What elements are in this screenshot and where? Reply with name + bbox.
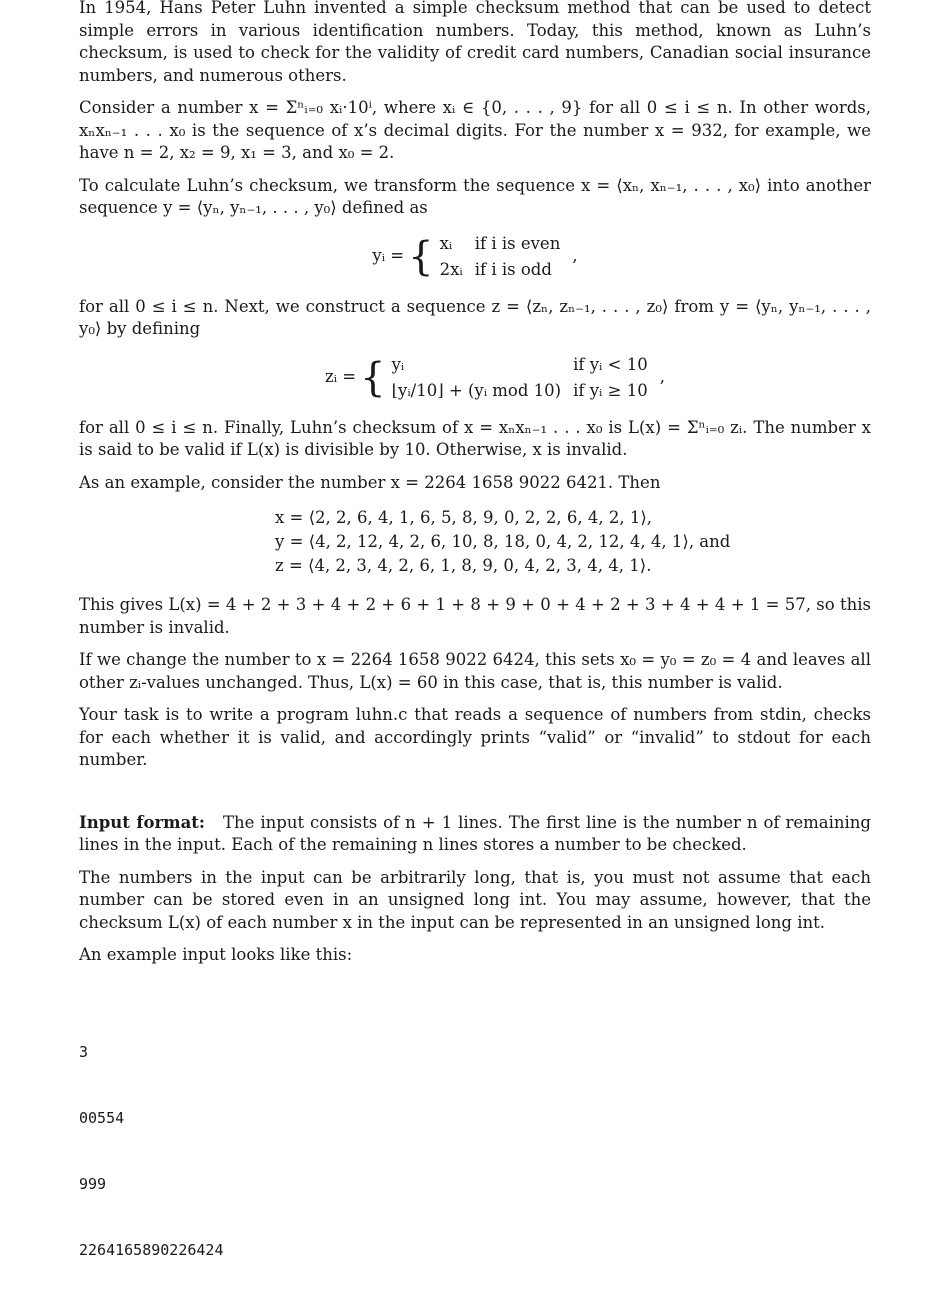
z-formula-brace: { <box>360 354 386 401</box>
example-input-block <box>79 997 871 1305</box>
z-formula-lhs: zᵢ = <box>325 367 357 387</box>
sequence-z: z = ⟨4, 2, 3, 4, 2, 6, 1, 8, 9, 0, 4, 2, 3, 4, 4, 1⟩. <box>275 556 652 575</box>
z-case1-expr: yᵢ <box>391 354 405 374</box>
z-case1-cond: if yᵢ < 10 <box>573 354 648 374</box>
valid-result-paragraph: If we change the number to x = 2264 1658 9022 6424, this sets x₀ = y₀ = z₀ = 4 and leaves all other zᵢ-values unchanged. Thus, L(x) = 60 in this case, that is, this number is valid. <box>79 650 871 692</box>
y-case2-expr: 2xᵢ <box>439 259 463 279</box>
sequence-y: y = ⟨4, 2, 12, 4, 2, 6, 10, 8, 18, 0, 4, 2, 12, 4, 4, 1⟩, and <box>275 532 731 551</box>
z-case2-expr: ⌊yᵢ/10⌋ + (yᵢ mod 10) <box>391 380 562 400</box>
y-formula-tail: , <box>572 246 578 266</box>
z-formula-cases <box>390 351 660 405</box>
example-intro-paragraph: As an example, consider the number x = 2264 1658 9022 6421. Then <box>79 472 661 492</box>
input-format-paragraph <box>79 812 871 857</box>
example-input-line: 00554 <box>79 1108 125 1127</box>
sequence-x: x = ⟨2, 2, 6, 4, 1, 6, 5, 8, 9, 0, 2, 2, 6, 4, 2, 1⟩, <box>275 508 653 527</box>
task-paragraph: Your task is to write a program luhn.c that reads a sequence of numbers from stdin, checks for each whether it is valid, and accordingly prints “valid” or “invalid” to stdout for each number. <box>79 705 871 769</box>
example-input-line: 3 <box>79 1042 89 1061</box>
example-input-line: 999 <box>79 1174 107 1193</box>
input-format-heading: Input format: <box>79 812 206 832</box>
z-case2-cond: if yᵢ ≥ 10 <box>573 380 648 400</box>
y-formula-cases <box>438 230 573 284</box>
construct-z-paragraph: for all 0 ≤ i ≤ n. Next, we construct a sequence z = ⟨zₙ, zₙ₋₁, . . . , z₀⟩ from y = ⟨yₙ, yₙ₋₁, . . . , y₀⟩ by defining <box>79 296 871 338</box>
definition-paragraph: Consider a number x = Σⁿᵢ₌₀ xᵢ·10ⁱ, where xᵢ ∈ {0, . . . , 9} for all 0 ≤ i ≤ n. In other words, xₙxₙ₋₁ . . . x₀ is the sequence of x’s decimal digits. For the number x = 932, for example, we have n = 2, x₂ = 9, x₁ = 3, and x₀ = 2. <box>79 98 871 162</box>
section-gap <box>79 782 871 812</box>
intro-paragraph: In 1954, Hans Peter Luhn invented a simple checksum method that can be used to detect simple errors in various identification numbers. Today, this method, known as Luhn’s checksum, is used to check for the validity of credit card numbers, Canadian social insurance numbers, and numerous others. <box>79 0 871 85</box>
input-format-text: The input consists of n + 1 lines. The first line is the number n of remaining lines in the input. Each of the remaining n lines stores a number to be checked. <box>79 812 871 854</box>
invalid-result-paragraph: This gives L(x) = 4 + 2 + 3 + 4 + 2 + 6 + 1 + 8 + 9 + 0 + 4 + 2 + 3 + 4 + 4 + 1 = 57, so this number is invalid. <box>79 595 871 637</box>
y-case1-expr: xᵢ <box>439 233 453 253</box>
example-input-line: 2264165890226424 <box>79 1240 224 1259</box>
y-case2-cond: if i is odd <box>474 259 552 279</box>
y-case1-cond: if i is even <box>474 233 561 253</box>
z-formula-tail: , <box>659 367 665 387</box>
y-definition-formula <box>79 230 871 284</box>
y-formula-brace: { <box>408 233 434 280</box>
example-sequences <box>275 506 871 578</box>
problem-statement <box>79 0 871 1305</box>
z-definition-formula <box>119 351 871 405</box>
input-size-paragraph: The numbers in the input can be arbitrarily long, that is, you must not assume that each number can be stored even in an unsigned long int. You may assume, however, that the checksum L(x) of each number x in the input can be represented in an unsigned long int. <box>79 867 871 932</box>
y-formula-lhs: yᵢ = <box>372 246 405 266</box>
transform-paragraph: To calculate Luhn’s checksum, we transform the sequence x = ⟨xₙ, xₙ₋₁, . . . , x₀⟩ into another sequence y = ⟨yₙ, yₙ₋₁, . . . , y₀⟩ defined as <box>79 175 871 217</box>
checksum-paragraph: for all 0 ≤ i ≤ n. Finally, Luhn’s checksum of x = xₙxₙ₋₁ . . . x₀ is L(x) = Σⁿᵢ₌₀ zᵢ. The number x is said to be valid if L(x) is divisible by 10. Otherwise, x is invalid. <box>79 417 871 459</box>
example-input-intro: An example input looks like this: <box>79 945 353 964</box>
